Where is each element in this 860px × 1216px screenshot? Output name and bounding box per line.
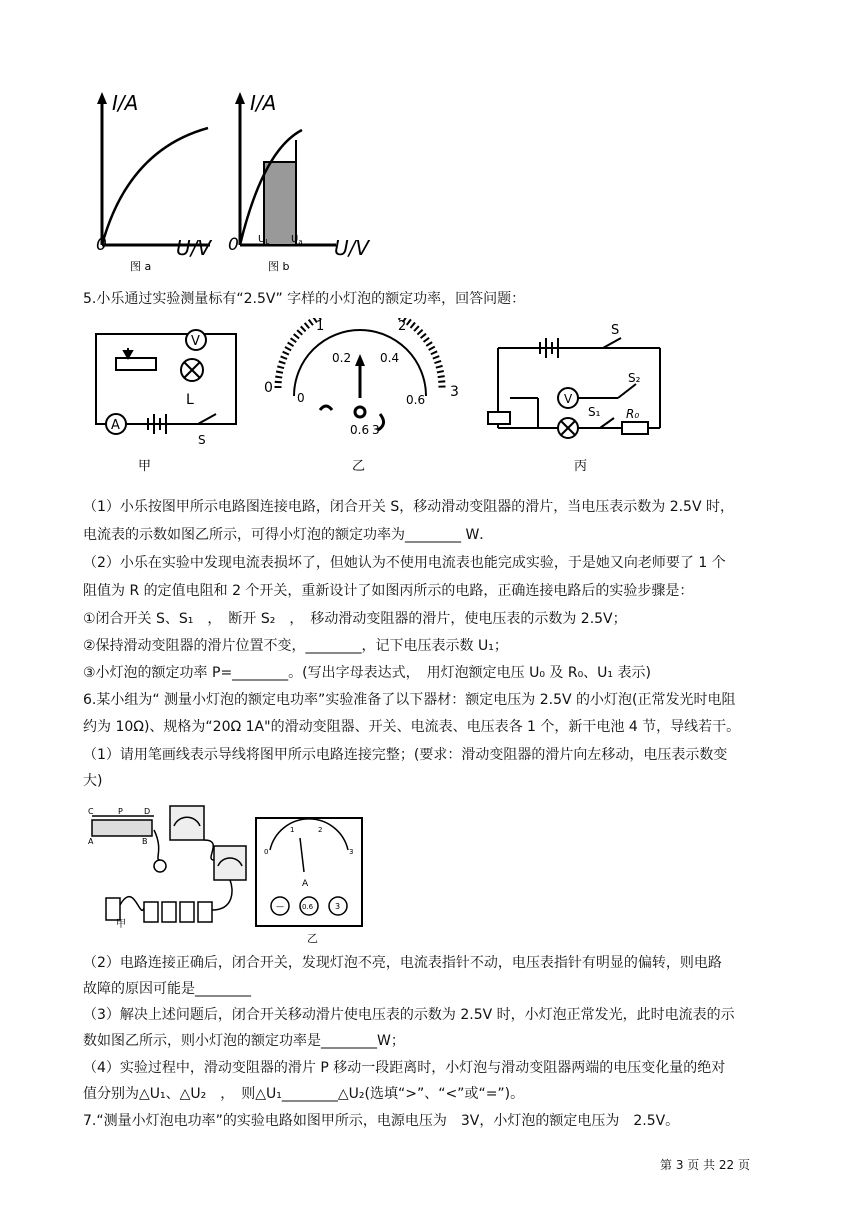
svg-text:P: P: [118, 807, 123, 816]
q5-step2: ②保持滑动变阻器的滑片位置不变，________，记下电压表示数 U₁；: [83, 638, 508, 654]
q5-p1a: （1）小乐按图甲所示电路图连接电路，闭合开关 S，移动滑动变阻器的滑片，当电压表示数为 2.5V 时，: [83, 499, 734, 515]
q5-jia-caption: 甲: [138, 459, 152, 474]
svg-text:S₁: S₁: [588, 405, 601, 419]
q5-yi-caption: 乙: [352, 459, 366, 474]
svg-text:2: 2: [318, 826, 323, 834]
q6-yi-caption: 乙: [307, 932, 318, 945]
svg-text:3: 3: [372, 423, 380, 437]
svg-text:Ua: $U_a$: [291, 234, 303, 246]
svg-text:C: C: [88, 807, 94, 816]
q6-p1a: （1）请用笔画线表示导线将图甲所示电路连接完整；(要求：滑动变阻器的滑片向左移动，电压表示数变: [83, 747, 728, 763]
svg-text:A: A: [111, 418, 120, 433]
svg-text:A: A: [88, 837, 94, 846]
graph-a-xlabel: U/V: [176, 236, 212, 260]
graph-b-xlabel: U/V: [334, 236, 370, 260]
svg-text:3: 3: [450, 384, 459, 400]
q5-step1: ①闭合开关 S、S₁ ， 断开 S₂ ， 移动滑动变阻器的滑片，使电压表的示数为 2.5V；: [83, 611, 627, 627]
q6-p3b: 数如图乙所示，则小灯泡的额定功率是________W；: [83, 1033, 405, 1049]
svg-text:R₀: R₀: [626, 407, 640, 421]
svg-text:2: 2: [398, 319, 407, 334]
svg-text:—: —: [276, 902, 284, 911]
svg-text:1: 1: [290, 826, 295, 834]
q6-figures: [84, 800, 364, 930]
svg-text:V: V: [564, 392, 573, 406]
graph-a-caption: 图 a: [130, 260, 152, 273]
q5-figures: [88, 318, 778, 480]
q6-p2b: 故障的原因可能是________: [83, 981, 251, 997]
q5-p2b: 阻值为 R 的定值电阻和 2 个开关，重新设计了如图丙所示的电路，正确连接电路后的实验步骤是：: [83, 583, 694, 599]
graph-a-ylabel: I/A: [112, 91, 139, 115]
svg-text:S: S: [611, 323, 620, 338]
q5-p1b: 电流表的示数如图乙所示，可得小灯泡的额定功率为________ W．: [83, 527, 494, 543]
q5-p2a: （2）小乐在实验中发现电流表损坏了，但她认为不使用电流表也能完成实验，于是她又向老师要了 1 个: [83, 555, 726, 571]
q5-bing-caption: 丙: [574, 459, 588, 474]
q6-p1b: 大): [83, 773, 103, 789]
svg-text:0.4: 0.4: [380, 351, 400, 365]
svg-text:D: D: [144, 807, 151, 816]
svg-text:S₂: S₂: [628, 371, 641, 385]
graph-a-origin: 0: [96, 235, 107, 255]
svg-text:0.6: 0.6: [350, 423, 370, 437]
svg-text:S: S: [198, 433, 206, 447]
q6-p4a: （4）实验过程中，滑动变阻器的滑片 P 移动一段距离时，小灯泡与滑动变阻器两端的电压变化量的绝对: [83, 1060, 726, 1076]
svg-text:3: 3: [335, 902, 341, 911]
graph-b-ylabel: I/A: [250, 91, 277, 115]
graph-b-caption: 图 b: [268, 260, 290, 273]
svg-text:1: 1: [316, 319, 325, 334]
svg-text:UL: $U_L$: [258, 234, 270, 246]
svg-text:B: B: [142, 837, 148, 846]
svg-text:L: L: [186, 392, 194, 408]
q5-title: 5.小乐通过实验测量标有“2.5V” 字样的小灯泡的额定功率，回答问题：: [83, 291, 526, 307]
svg-text:V: V: [191, 334, 200, 349]
svg-text:0.6: 0.6: [302, 903, 314, 911]
svg-text:0: 0: [264, 848, 269, 856]
q6-p3a: （3）解决上述问题后，闭合开关移动滑片使电压表的示数为 2.5V 时，小灯泡正常发光，此时电流表的示: [83, 1007, 735, 1023]
svg-text:0.6: 0.6: [406, 393, 426, 407]
q6-title-a: 6.某小组为“ 测量小灯泡的额定电功率”实验准备了以下器材：额定电压为 2.5V 的小灯泡(正常发光时电阻: [83, 692, 736, 708]
svg-text:0.2: 0.2: [332, 351, 352, 365]
graph-a: [96, 91, 212, 273]
q6-title-b: 约为 10Ω)、规格为“20Ω 1A"的滑动变阻器、开关、电流表、电压表各 1 个，新干电池 4 节，导线若干。: [83, 719, 741, 735]
q5-step3: ③小灯泡的额定功率 P=________。(写出字母表达式， 用灯泡额定电压 U₀ 及 R₀、U₁ 表示): [83, 665, 651, 681]
svg-text:A: A: [302, 879, 309, 889]
svg-text:0: 0: [297, 391, 305, 405]
q6-p2a: （2）电路连接正确后，闭合开关，发现灯泡不亮，电流表指针不动，电压表指针有明显的偏转，则电路: [83, 955, 722, 971]
svg-text:3: 3: [349, 848, 354, 856]
page-footer: 第 3 页 共 22 页: [660, 1158, 750, 1172]
q6-figure-jia: [92, 806, 246, 922]
q7-title: 7.“测量小灯泡电功率”的实验电路如图甲所示，电源电压为 3V，小灯泡的额定电压为 2.5V。: [83, 1113, 680, 1129]
q5-figure-yi: [278, 318, 442, 430]
graph-b-origin: 0: [228, 235, 239, 255]
q6-jia-caption: 甲: [116, 919, 126, 930]
iv-graphs: [88, 90, 388, 275]
q6-p4b: 值分别为△U₁、△U₂ ， 则△U₁________△U₂(选填“>”、“<”或“=”)。: [83, 1086, 525, 1102]
svg-text:0: 0: [264, 380, 273, 396]
q5-figure-bing: [488, 338, 660, 438]
graph-b: [228, 91, 370, 273]
